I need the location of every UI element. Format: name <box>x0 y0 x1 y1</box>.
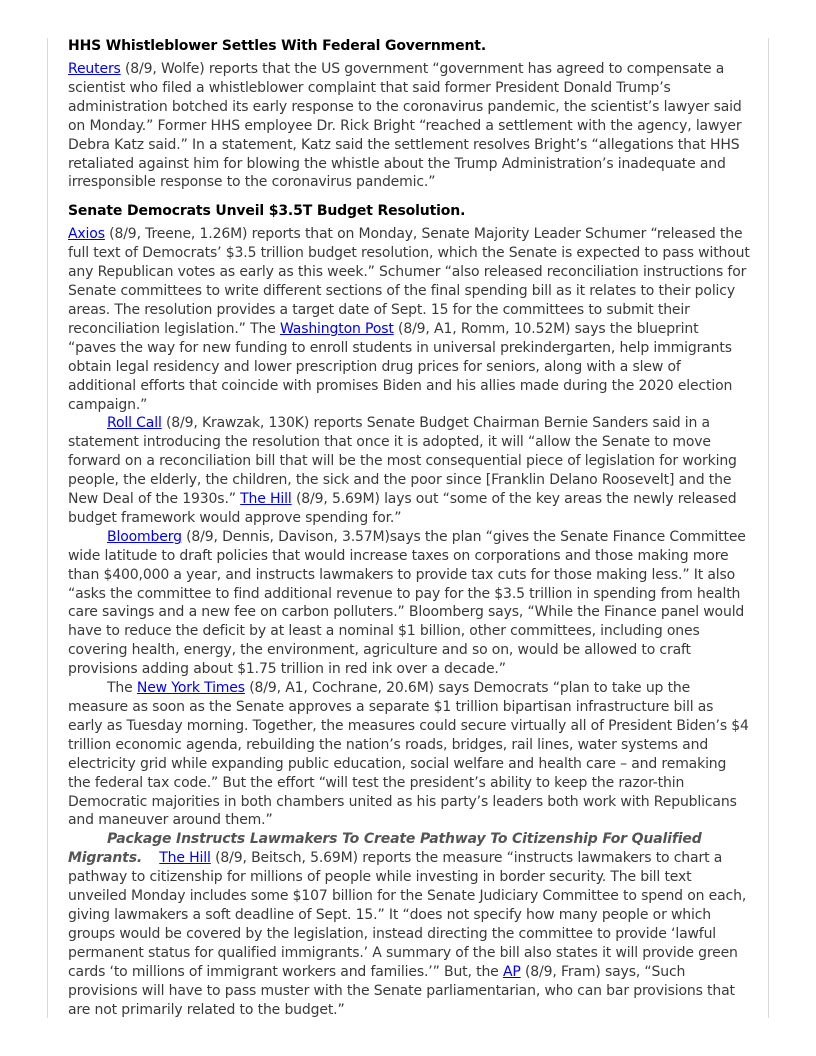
body-text: (8/9, A1, Cochrane, 20.6M) says Democrats “plan to take up the measure as soon as the Senate approves a separate $1 trillion bipartisan infrastructure bill as early as Tuesday morning. Together, the measures could secure virtually all of President Biden’s $4 trillion economic agenda, rebuilding the nation’s roads, bridges, rail lines, water systems and electricity grid while expanding public education, social welfare and health care – and remaking the federal tax code.” But the effort “will test the president’s ability to keep the razor-thin Democratic majorities in both chambers united as his party’s leaders both work with Republicans and maneuver around them.” <box>68 680 749 829</box>
body-text: The <box>107 680 137 697</box>
article-paragraph <box>68 60 750 192</box>
article-paragraph <box>68 830 750 1019</box>
body-text: (8/9, 5.69M) lays out “some of the key areas the newly released budget framework would approve spending for.” <box>68 491 737 526</box>
article-paragraph <box>68 414 750 527</box>
body-text: (8/9, Treene, 1.26M) reports that on Monday, Senate Majority Leader Schumer “released the full text of Democrats’ $3.5 trillion budget resolution, which the Senate is expected to pass without any Republican votes as early as this week.” Schumer “also released reconciliation instructions for Senate committees to write different sections of the final spending bill as it relates to their policy areas. The resolution provides a target date of Sept. 15 for the committees to submit their reconciliation legislation.” The <box>68 226 750 337</box>
left-page-border <box>47 38 48 1018</box>
source-link[interactable]: New York Times <box>136 680 245 697</box>
body-text: (8/9, Dennis, Davison, 3.57M)says the plan “gives the Senate Finance Committee wide latitude to draft policies that would increase taxes on corporations and those making more than $400,000 a year, and instructs lawmakers to provide tax cuts for those making less.” It also “asks the committee to find additional revenue to pay for the $3.5 trillion in spending from health care savings and a new fee on carbon polluters.” Bloomberg says, “While the Finance panel would have to reduce the deficit by at least a nominal $1 billion, other committees, including ones covering health, energy, the environment, agriculture and so on, would be allowed to craft provisions adding about $1.75 trillion in red ink over a decade.” <box>68 528 746 678</box>
source-link[interactable]: AP <box>502 963 521 980</box>
article <box>68 202 750 1019</box>
article-headline: HHS Whistleblower Settles With Federal Government. <box>68 38 486 54</box>
article-paragraph <box>68 225 750 414</box>
news-briefing-content <box>68 37 750 1019</box>
source-link[interactable]: Reuters <box>68 61 121 77</box>
body-text: (8/9, Wolfe) reports that the US government “government has agreed to compensate a scientist who filed a whistleblower complaint that said former President Donald Trump’s administration botched its early response to the coronavirus pandemic, the scientist’s lawyer said on Monday.” Former HHS employee Dr. Rick Bright “reached a settlement with the agency, lawyer Debra Katz said.” In a statement, Katz said the settlement resolves Bright’s “allegations that HHS retaliated against him for blowing the whistle about the Trump Administration’s inadequate and irresponsible response to the coronavirus pandemic.” <box>68 61 742 191</box>
article-paragraph <box>68 528 750 679</box>
body-text <box>142 850 159 866</box>
source-link[interactable]: The Hill <box>159 850 211 867</box>
body-text: (8/9, Krawzak, 130K) reports Senate Budget Chairman Bernie Sanders said in a statement introducing the resolution that once it is adopted, it will “allow the Senate to move forward on a reconciliation bill that will be the most consequential piece of legislation for working people, the elderly, the children, the sick and the poor since [Franklin Delano Roosevelt] and the New Deal of the 1930s.” <box>68 415 737 508</box>
right-page-border <box>768 38 769 1018</box>
article <box>68 37 750 192</box>
source-link[interactable]: Washington Post <box>279 320 394 337</box>
subheadline: Package Instructs Lawmakers To Create Pathway To Citizenship For Qualified Migrants. <box>68 831 702 867</box>
source-link[interactable]: Bloomberg <box>107 528 182 545</box>
article-headline: Senate Democrats Unveil $3.5T Budget Resolution. <box>68 203 466 220</box>
source-link[interactable]: The Hill <box>240 491 292 508</box>
article-paragraph <box>68 679 750 830</box>
source-link[interactable]: Roll Call <box>107 415 162 432</box>
body-text: (8/9, Beitsch, 5.69M) reports the measure “instructs lawmakers to chart a pathway to citizenship for millions of people while investing in border security. The bill text unveiled Monday includes some $107 billion for the Senate Judiciary Committee to spend on each, giving lawmakers a soft deadline of Sept. 15.” It “does not specify how many people or which groups would be covered by the legislation, instead directing the committee to provide ‘lawful permanent status for qualified immigrants.’ A summary of the bill also states it will provide green cards ‘to millions of immigrant workers and families.’” But, the <box>68 850 747 980</box>
body-text: (8/9, A1, Romm, 10.52M) says the blueprint “paves the way for new funding to enroll students in universal prekindergarten, help immigrants obtain legal residency and lower prescription drug prices for seniors, along with a slew of additional efforts that coincide with promises Biden and his allies made during the 2020 election campaign.” <box>68 320 733 413</box>
source-link[interactable]: Axios <box>68 226 105 243</box>
body-text: (8/9, Fram) says, “Such provisions will have to pass muster with the Senate parliamentarian, who can bar provisions that are not primarily related to the budget.” <box>68 963 735 1018</box>
